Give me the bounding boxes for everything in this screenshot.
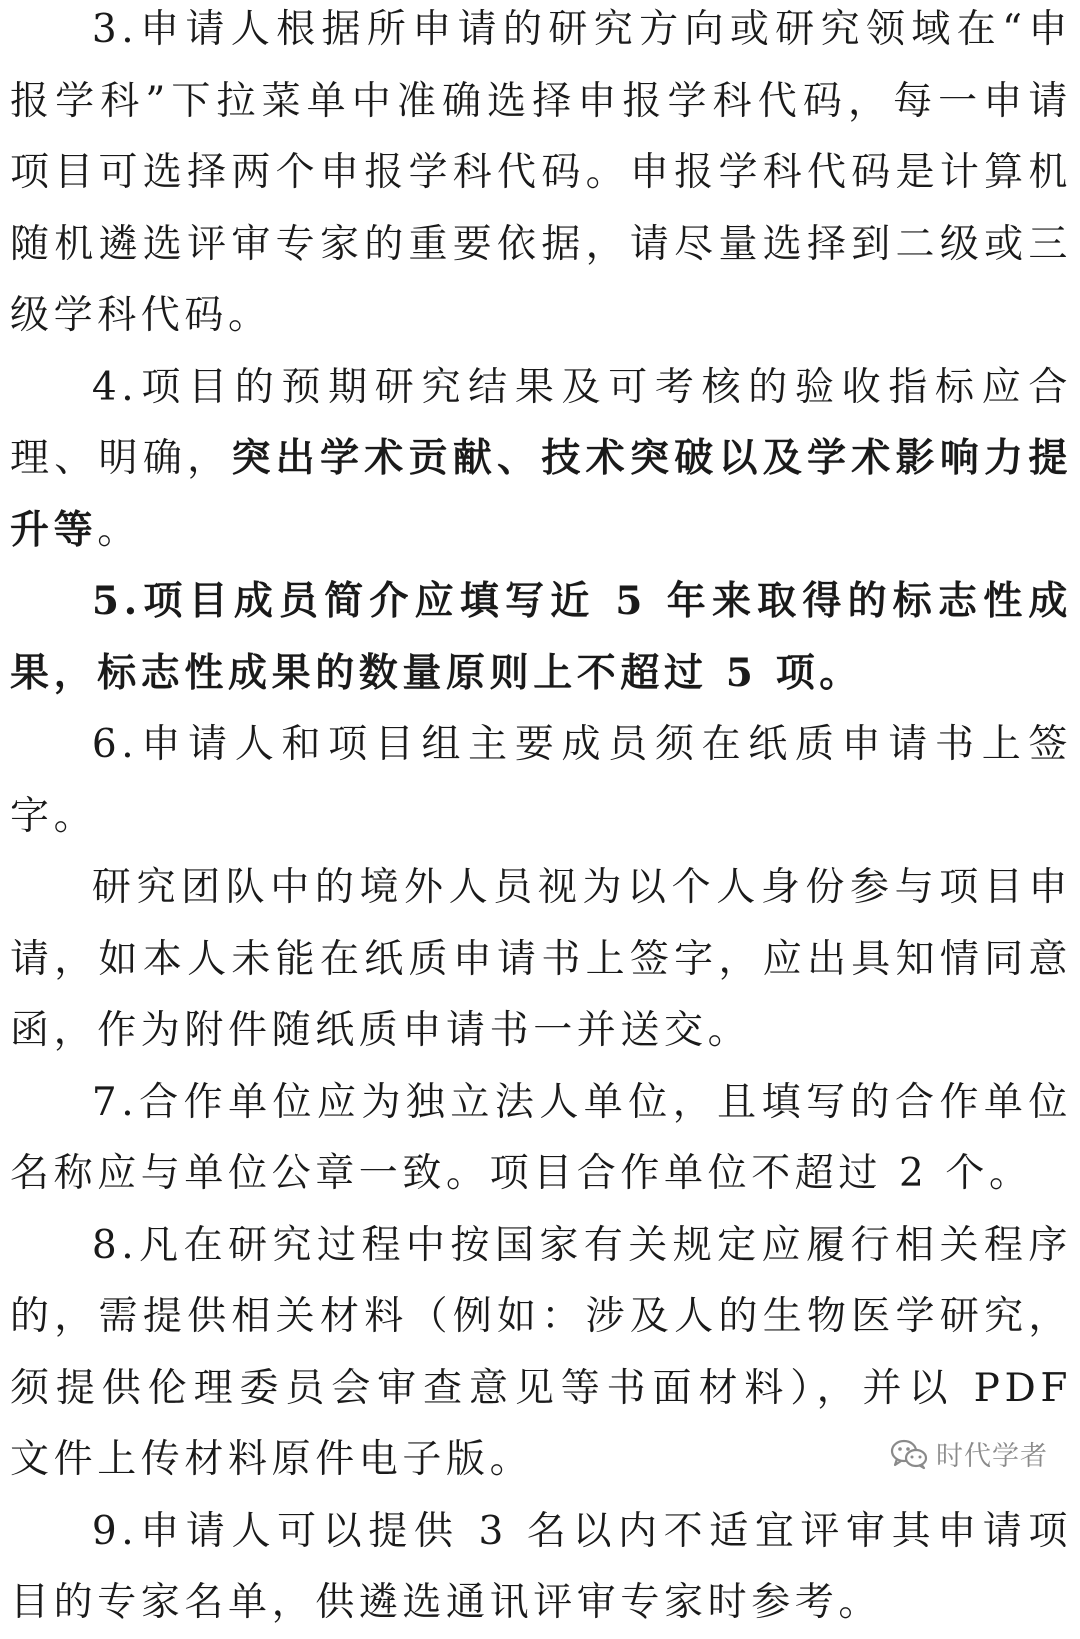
paragraph-bold-text: 突出学术贡献、技术突破以及学术影响力提升等 bbox=[10, 435, 1072, 553]
document-page bbox=[10, 0, 1072, 1639]
wechat-icon bbox=[890, 1438, 928, 1470]
paragraph-text: 研究团队中的境外人员视为以个人身份参与项目申请，如本人未能在纸质申请书上签字，应出具知情同意函，作为附件随纸质申请书一并送交。 bbox=[10, 865, 1072, 1053]
paragraph-item-6-note bbox=[10, 852, 1072, 1067]
paragraph-item-9 bbox=[10, 1496, 1072, 1639]
paragraph-text: 9.申请人可以提供 3 名以内不适宜评审其申请项目的专家名单，供遴选通讯评审专家时参考。 bbox=[10, 1508, 1072, 1625]
paragraph-bold-text: 5.项目成员简介应填写近 5 年来取得的标志性成果，标志性成果的数量原则上不超过 5 项。 bbox=[10, 578, 1072, 696]
paragraph-item-5 bbox=[10, 566, 1072, 709]
paragraph-text: 3.申请人根据所申请的研究方向或研究领域在“申报学科”下拉菜单中准确选择申报学科代码，每一申请项目可选择两个申报学科代码。申报学科代码是计算机随机遴选评审专家的重要依据，请尽量选择到二级或三级学科代码。 bbox=[10, 7, 1072, 338]
paragraph-item-3 bbox=[10, 0, 1072, 352]
paragraph-item-7 bbox=[10, 1067, 1072, 1210]
paragraph-text: 4.项目的预期研究结果及可考核的验收指标应合理、明确， bbox=[10, 364, 1072, 481]
paragraph-text: 7.合作单位应为独立法人单位，且填写的合作单位名称应与单位公章一致。项目合作单位不超过 2 个。 bbox=[10, 1079, 1072, 1196]
paragraph-item-6 bbox=[10, 709, 1072, 852]
paragraph-item-4 bbox=[10, 352, 1072, 567]
paragraph-text: 8.凡在研究过程中按国家有关规定应履行相关程序的，需提供相关材料（例如：涉及人的生物医学研究，须提供伦理委员会审查意见等书面材料），并以 PDF 文件上传材料原件电子版。 bbox=[10, 1222, 1072, 1482]
watermark bbox=[890, 1434, 1048, 1473]
paragraph-text: 。 bbox=[97, 507, 141, 553]
paragraph-text: 6.申请人和项目组主要成员须在纸质申请书上签字。 bbox=[10, 722, 1072, 839]
watermark-text: 时代学者 bbox=[936, 1441, 1048, 1472]
